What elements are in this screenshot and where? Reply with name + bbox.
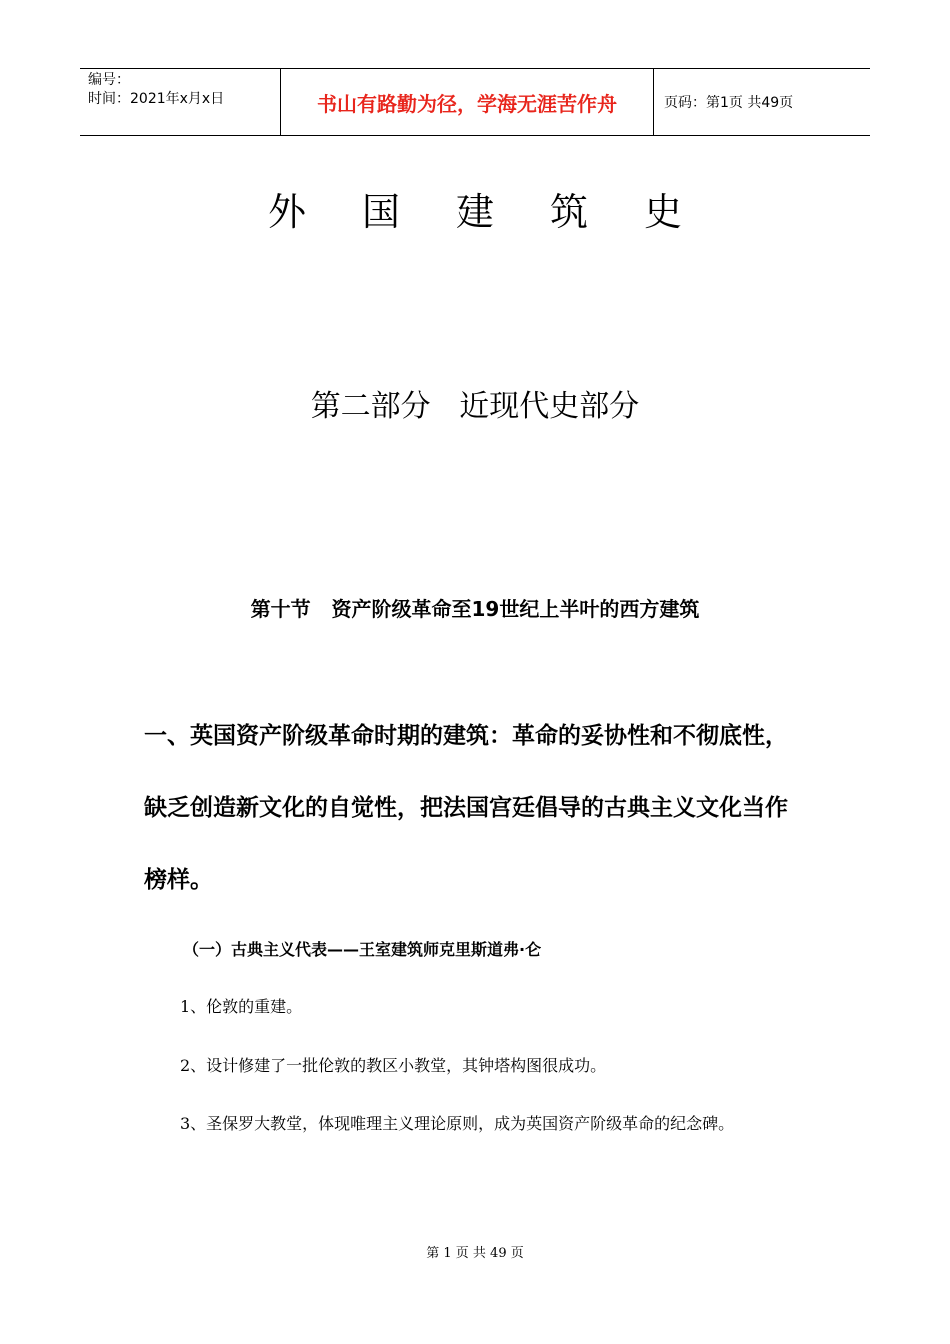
list-item: 2、设计修建了一批伦敦的教区小教堂，其钟塔构图很成功。 xyxy=(180,1056,607,1075)
document-time-label: 时间：2021年x月x日 xyxy=(88,91,225,107)
header-info-cell xyxy=(80,69,281,135)
sub-heading: （一）古典主义代表——王室建筑师克里斯道弗·仑 xyxy=(183,940,542,959)
document-number-label: 编号： xyxy=(88,72,130,88)
document-title: 外国建筑史 xyxy=(267,190,738,234)
paragraph-heading: 一、英国资产阶级革命时期的建筑：革命的妥协性和不彻底性，缺乏创造新文化的自觉性，把法国宫廷倡导的古典主义文化当作榜样。 xyxy=(144,723,788,893)
part-title: 第二部分 近现代史部分 xyxy=(310,389,640,424)
header-table xyxy=(80,68,870,136)
list-item: 1、伦敦的重建。 xyxy=(180,997,303,1016)
header-page-info: 页码：第1页 共49页 xyxy=(664,95,794,111)
page-footer: 第 1 页 共 49 页 xyxy=(426,1246,524,1261)
header-motto: 书山有路勤为径，学海无涯苦作舟 xyxy=(281,69,654,135)
list-item: 3、圣保罗大教堂，体现唯理主义理论原则，成为英国资产阶级革命的纪念碑。 xyxy=(180,1114,735,1133)
section-title: 第十节 资产阶级革命至19世纪上半叶的西方建筑 xyxy=(250,597,700,621)
